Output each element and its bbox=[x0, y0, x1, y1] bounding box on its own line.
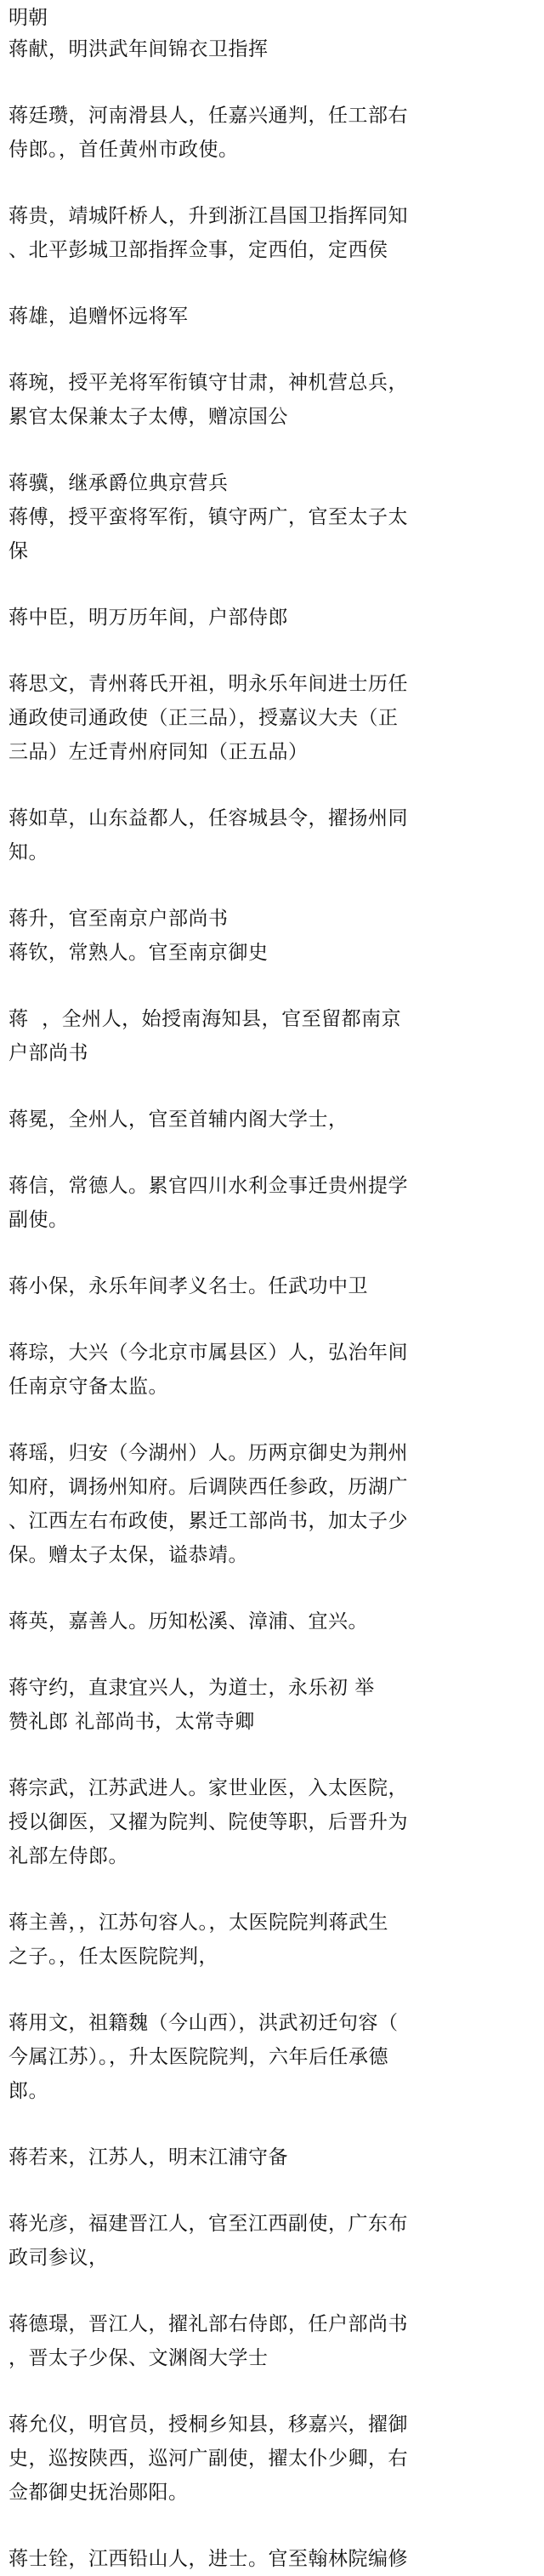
entry-text-line: 之子。，任太医院院判， bbox=[8, 1946, 218, 1968]
entry-text-line: 蒋升，官至南京户部尚书 bbox=[8, 908, 229, 930]
entry-text-line: 授以御医，又擢为院判、院使等职，后晋升为 bbox=[8, 1811, 408, 1833]
entry-text-line: 今属江苏）。，升太医院院判，六年后任承德 bbox=[8, 2046, 388, 2068]
entry-text-line: 郎。 bbox=[8, 2080, 48, 2102]
entry-text-line: 三品）左迁青州府同知（正五品） bbox=[8, 741, 309, 763]
entry-text-line: 任南京守备太监。 bbox=[8, 1376, 168, 1398]
entry-text-line: 蒋宗武，江苏武进人。家世业医，入太医院， bbox=[8, 1777, 408, 1799]
entry-text-line: 蒋守约，直隶宜兴人，为道士，永乐初 举 bbox=[8, 1677, 375, 1699]
entry-text-line: 蒋贵，靖城阡桥人，升到浙江昌国卫指挥同知 bbox=[8, 205, 408, 227]
entry-paragraph bbox=[8, 2207, 536, 2275]
entry-paragraph bbox=[8, 801, 536, 869]
entry-text-line: 蒋德璟，晋江人，擢礼部右侍郎，任户部尚书 bbox=[8, 2313, 408, 2335]
entry-paragraph bbox=[8, 1604, 536, 1638]
entry-paragraph bbox=[8, 2006, 536, 2108]
entry-text-line: 蒋思文，青州蒋氏开祖，明永乐年间进士历任 bbox=[8, 673, 408, 695]
entry-text-line: 蒋英，嘉善人。历知松溪、漳浦、宜兴。 bbox=[8, 1610, 368, 1633]
entry-paragraph bbox=[8, 466, 536, 568]
page-title: 明朝 bbox=[8, 7, 48, 29]
entry-text-line: 、北平彭城卫部指挥佥事，定西伯，定西侯 bbox=[8, 239, 388, 261]
entry-text-line: 蒋琮，大兴（今北京市属县区）人，弘治年间 bbox=[8, 1342, 408, 1364]
entry-paragraph bbox=[8, 32, 536, 66]
entry-text-line: 保。赠太子太保，谥恭靖。 bbox=[8, 1544, 248, 1566]
entry-paragraph bbox=[8, 1671, 536, 1739]
entry-text-line: 知。 bbox=[8, 841, 48, 863]
entry-paragraph bbox=[8, 1336, 536, 1404]
entry-text-line: 蒋傅，授平蛮将军衔，镇守两广，官至太子太 bbox=[8, 506, 408, 528]
entry-text-line: 蒋琬，授平羌将军衔镇守甘肃，神机营总兵， bbox=[8, 372, 408, 394]
entry-paragraph bbox=[8, 2307, 536, 2375]
entry-list bbox=[8, 32, 536, 2576]
entry-paragraph bbox=[8, 2140, 536, 2174]
entry-paragraph bbox=[8, 1906, 536, 1974]
entry-text-line: 蒋如草，山东益都人，任容城县令，擢扬州同 bbox=[8, 807, 408, 829]
entry-paragraph bbox=[8, 366, 536, 434]
entry-text-line: 蒋小保，永乐年间孝义名士。任武功中卫 bbox=[8, 1275, 368, 1297]
entry-paragraph bbox=[8, 1169, 536, 1237]
entry-text-line: 副使。 bbox=[8, 1209, 69, 1231]
entry-text-line: 蒋用文，祖籍魏（今山西），洪武初迁句容（ bbox=[8, 2012, 399, 2034]
entry-text-line: 知府，调扬州知府。后调陕西任参政，历湖广 bbox=[8, 1476, 408, 1498]
entry-paragraph bbox=[8, 2408, 536, 2510]
entry-text-line: 史，巡按陕西，巡河广副使，擢太仆少卿，右 bbox=[8, 2448, 408, 2470]
entry-paragraph bbox=[8, 1002, 536, 1070]
entry-paragraph bbox=[8, 1771, 536, 1873]
entry-paragraph bbox=[8, 1269, 536, 1303]
entry-text-line: 户部尚书 bbox=[8, 1042, 88, 1064]
entry-text-line: 保 bbox=[8, 540, 29, 562]
entry-paragraph bbox=[8, 2542, 536, 2576]
entry-text-line: 政司参议， bbox=[8, 2247, 109, 2269]
entry-paragraph bbox=[8, 199, 536, 267]
entry-text-line: 蒋钦，常熟人。官至南京御史 bbox=[8, 942, 269, 964]
entry-text-line: 蒋 ，全州人，始授南海知县，官至留都南京 bbox=[8, 1008, 402, 1030]
entry-text-line: 蒋廷瓒，河南滑县人，任嘉兴通判，任工部右 bbox=[8, 105, 408, 127]
entry-paragraph bbox=[8, 1436, 536, 1572]
entry-text-line: 蒋主善，，江苏句容人。，太医院院判蒋武生 bbox=[8, 1912, 388, 1934]
entry-paragraph bbox=[8, 99, 536, 167]
entry-text-line: 蒋信，常德人。累官四川水利佥事迁贵州提学 bbox=[8, 1175, 408, 1197]
entry-text-line: 蒋献，明洪武年间锦衣卫指挥 bbox=[8, 38, 269, 60]
entry-text-line: 蒋中臣，明万历年间，户部侍郎 bbox=[8, 607, 288, 629]
entry-text-line: 、江西左右布政使，累迁工部尚书，加太子少 bbox=[8, 1510, 408, 1532]
entry-text-line: 佥都御史抚治郧阳。 bbox=[8, 2482, 189, 2504]
entry-text-line: 礼部左侍郎。 bbox=[8, 1845, 128, 1867]
entry-paragraph bbox=[8, 601, 536, 635]
entry-text-line: 通政使司通政使（正三品），授嘉议大夫（正 bbox=[8, 707, 399, 729]
entry-text-line: 赞礼郎 礼部尚书，太常寺卿 bbox=[8, 1711, 255, 1733]
entry-text-line: 蒋若来，江苏人，明末江浦守备 bbox=[8, 2146, 288, 2169]
entry-paragraph bbox=[8, 1103, 536, 1137]
entry-paragraph bbox=[8, 667, 536, 769]
entry-text-line: 蒋允仪，明官员，授桐乡知县，移嘉兴，擢御 bbox=[8, 2414, 408, 2436]
entry-text-line: 蒋冕，全州人，官至首辅内阁大学士， bbox=[8, 1108, 348, 1131]
entry-text-line: 蒋光彦，福建晋江人，官至江西副使，广东布 bbox=[8, 2213, 408, 2235]
entry-text-line: 蒋瑶，归安（今湖州）人。历两京御史为荆州 bbox=[8, 1442, 408, 1464]
entry-text-line: 蒋骥，继承爵位典京营兵 bbox=[8, 472, 229, 494]
entry-text-line: 侍郎。，首任黄州市政使。 bbox=[8, 139, 239, 161]
entry-paragraph bbox=[8, 299, 536, 333]
entry-text-line: ，晋太子少保、文渊阁大学士 bbox=[8, 2347, 269, 2369]
entry-paragraph bbox=[8, 902, 536, 970]
entry-text-line: 累官太保兼太子太傅，赠凉国公 bbox=[8, 406, 288, 428]
entry-text-line: 蒋士铨，江西铅山人，进士。官至翰林院编修 bbox=[8, 2548, 408, 2570]
entry-text-line: 蒋雄，追赠怀远将军 bbox=[8, 305, 189, 328]
